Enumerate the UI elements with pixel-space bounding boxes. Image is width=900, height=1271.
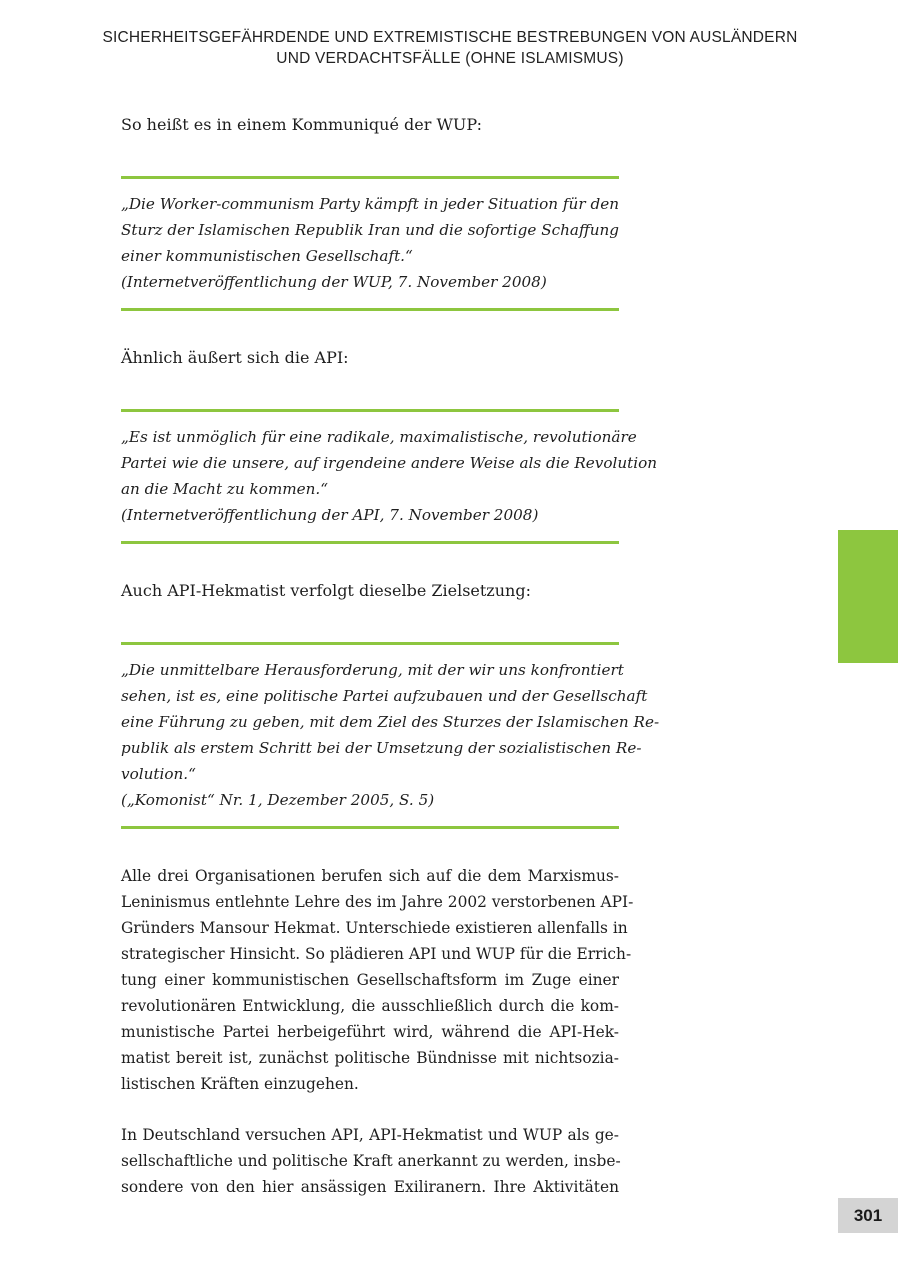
paragraph-line: revolutionären Entwicklung, die ausschließlich durch die kom-	[121, 997, 619, 1015]
paragraph-line: strategischer Hinsicht. So plädieren API und WUP für die Errich-	[121, 945, 632, 963]
quote-line: publik als erstem Schritt bei der Umsetzung der sozialistischen Re-	[121, 739, 642, 757]
running-header	[0, 27, 900, 69]
quote-line: Partei wie die unsere, auf irgendeine andere Weise als die Revolution	[121, 454, 658, 472]
quote-line: volution.“	[121, 765, 196, 783]
quote-line: sehen, ist es, eine politische Partei aufzubauen und der Gesellschaft	[121, 687, 648, 705]
paragraph-line: matist bereit ist, zunächst politische Bündnisse mit nichtsozia-	[121, 1049, 619, 1067]
quote-source: („Komonist“ Nr. 1, Dezember 2005, S. 5)	[121, 791, 435, 809]
quote-text	[121, 424, 658, 502]
quote-text	[121, 191, 619, 269]
quote-line: „Es ist unmöglich für eine radikale, maximalistische, revolutionäre	[121, 428, 637, 446]
paragraph-line: Gründers Mansour Hekmat. Unterschiede existieren allenfalls in	[121, 919, 628, 937]
quote-line: Sturz der Islamischen Republik Iran und die sofortige Schaffung	[121, 221, 619, 239]
quote-source: (Internetveröffentlichung der API, 7. November 2008)	[121, 506, 539, 524]
quote-line: einer kommunistischen Gesellschaft.“	[121, 247, 413, 265]
quote-source: (Internetveröffentlichung der WUP, 7. November 2008)	[121, 273, 547, 291]
quote-line: eine Führung zu geben, mit dem Ziel des Sturzes der Islamischen Re-	[121, 713, 660, 731]
lead-text-api-hekmatist: Auch API-Hekmatist verfolgt dieselbe Zielsetzung:	[121, 581, 531, 600]
paragraph-line: In Deutschland versuchen API, API-Hekmatist und WUP als ge-	[121, 1126, 619, 1144]
quote-line: „Die Worker-communism Party kämpft in jeder Situation für den	[121, 195, 619, 213]
quote-line: „Die unmittelbare Herausforderung, mit der wir uns konfrontiert	[121, 661, 624, 679]
paragraph-line: munistische Partei herbeigeführt wird, während die API-Hek-	[121, 1023, 619, 1041]
body-paragraph-germany	[121, 1122, 619, 1200]
paragraph-line: Alle drei Organisationen berufen sich auf die dem Marxismus-	[121, 867, 619, 885]
lead-text-wup: So heißt es in einem Kommuniqué der WUP:	[121, 115, 482, 134]
paragraph-line: sondere von den hier ansässigen Exiliranern. Ihre Aktivitäten	[121, 1178, 619, 1196]
paragraph-line: sellschaftliche und politische Kraft anerkannt zu werden, insbe-	[121, 1152, 621, 1170]
paragraph-line: Leninismus entlehnte Lehre des im Jahre 2002 verstorbenen API-	[121, 893, 634, 911]
body-paragraph-organisations	[121, 863, 634, 1097]
quote-block-api-hekmatist	[121, 642, 660, 829]
lead-text-api: Ähnlich äußert sich die API:	[121, 348, 349, 367]
running-header-line-1: SICHERHEITSGEFÄHRDENDE UND EXTREMISTISCHE BESTREBUNGEN VON AUSLÄNDERN	[102, 29, 798, 46]
quote-text	[121, 657, 660, 787]
paragraph-line: listischen Kräften einzugehen.	[121, 1075, 359, 1093]
quote-block-wup	[121, 176, 619, 311]
quote-block-api	[121, 409, 658, 544]
page-number: 301	[838, 1198, 898, 1233]
paragraph-line: tung einer kommunistischen Gesellschaftsform im Zuge einer	[121, 971, 619, 989]
chapter-thumb-tab	[838, 530, 898, 663]
quote-line: an die Macht zu kommen.“	[121, 480, 329, 498]
running-header-line-2: UND VERDACHTSFÄLLE (OHNE ISLAMISMUS)	[276, 50, 624, 67]
